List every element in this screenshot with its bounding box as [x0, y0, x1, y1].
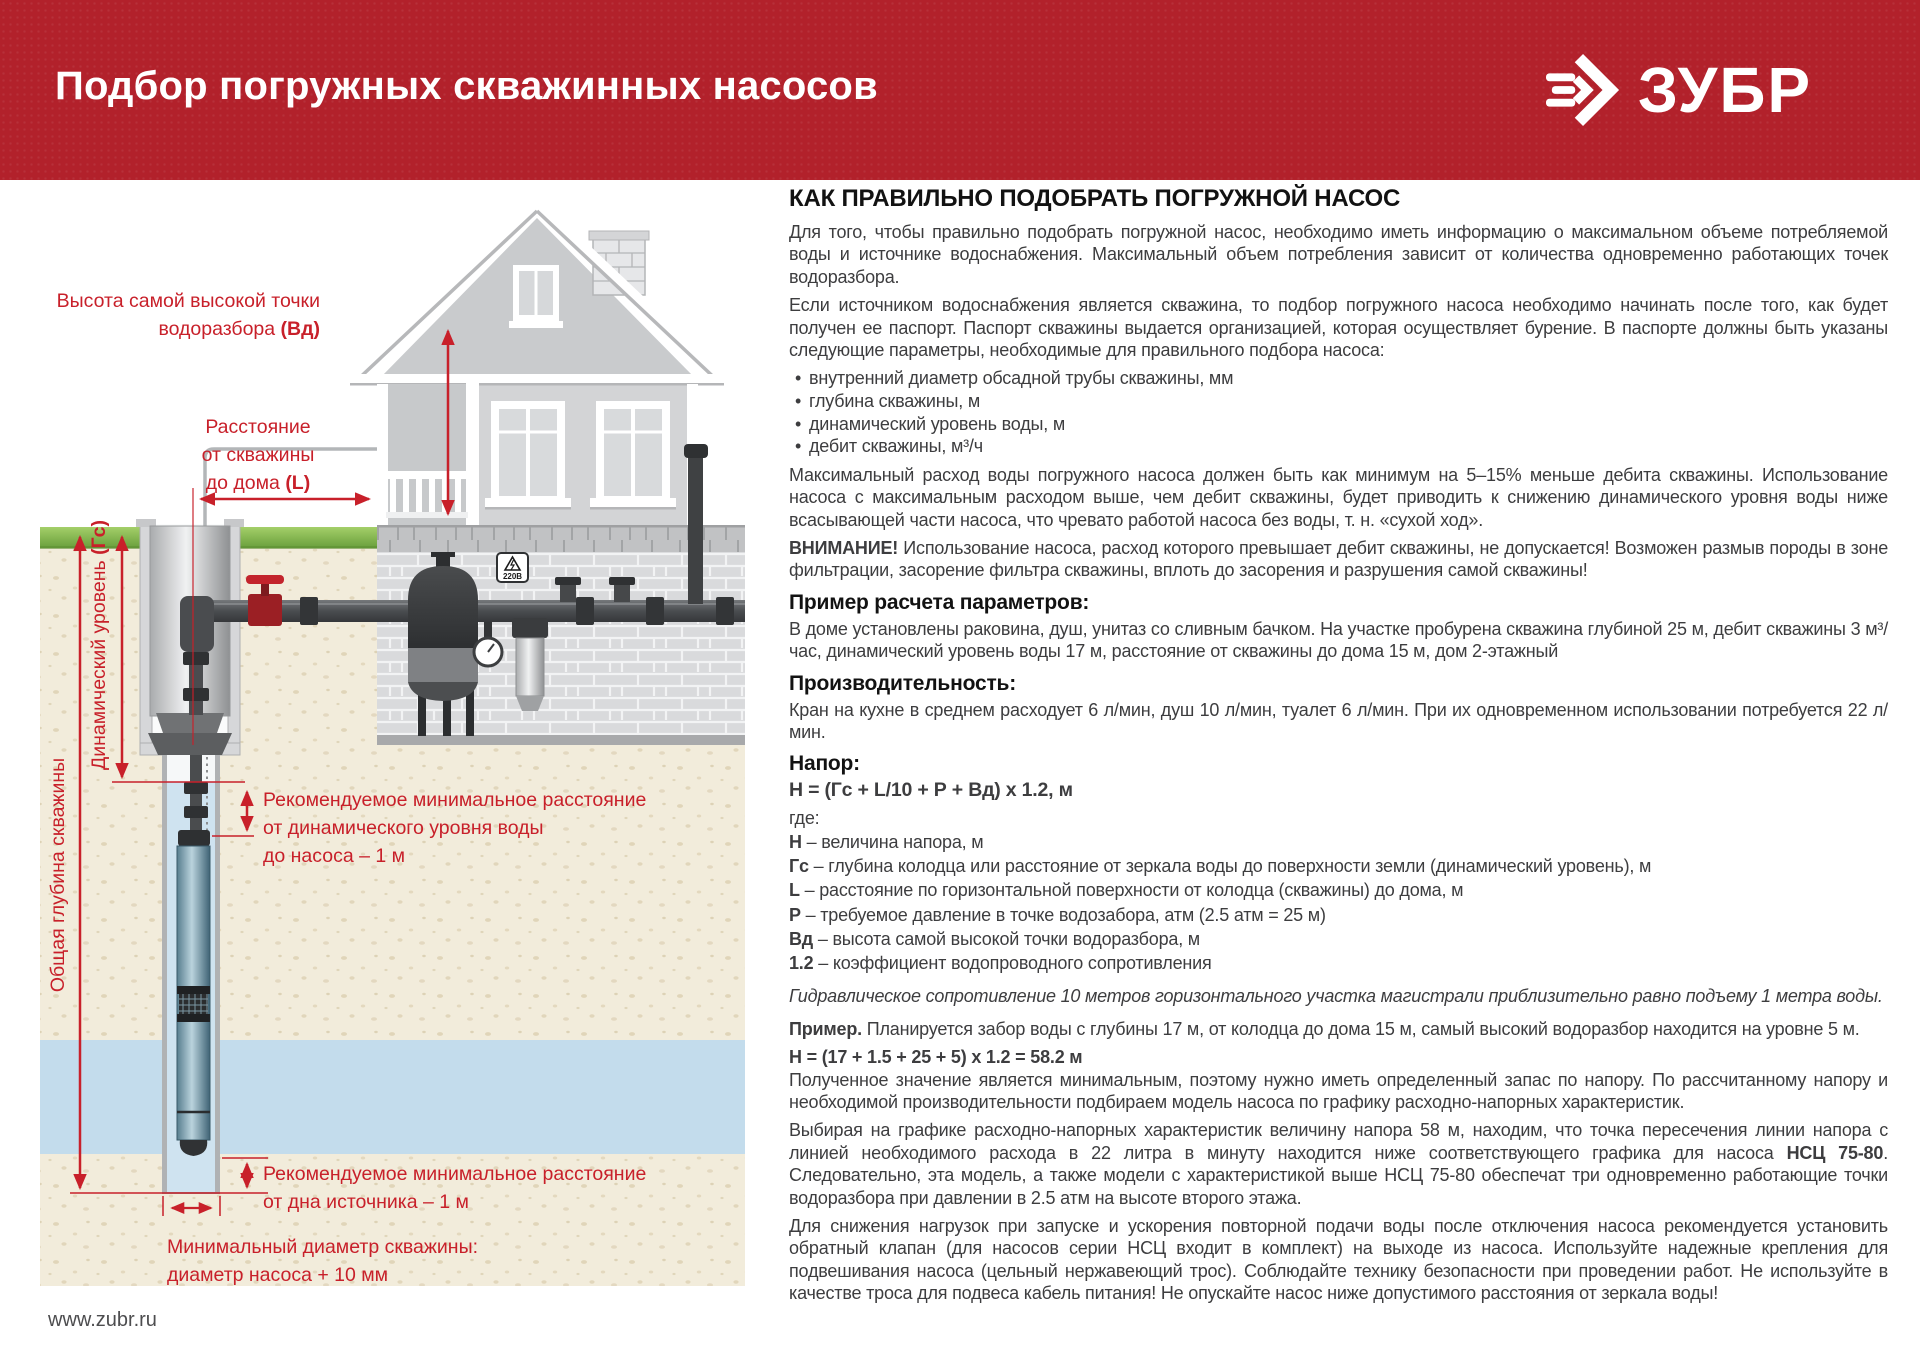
label-distance-l: Расстояние — [205, 416, 311, 438]
voltage-sign-label: 220В — [502, 572, 523, 581]
list-item: • внутренний диаметр обсадной трубы скважины, мм — [789, 367, 1888, 390]
paragraph: В доме установлены раковина, душ, унитаз со сливным бачком. На участке пробурена скважина глубиной 25 м, дебит скважины 3 м³/час, динамический уровень воды 17 м, расстояние от скважины до дома 15 м, дом 2-этажный — [789, 618, 1888, 662]
basement-floor — [377, 735, 745, 745]
zubr-logo-icon — [1546, 50, 1622, 130]
brand-name: ЗУБР — [1637, 54, 1812, 126]
brand-logo — [1546, 50, 1812, 130]
paragraph: Максимальный расход воды погружного насоса должен быть как минимум на 5–15% меньше дебита скважины. Использование насоса с максимальным расходом выше, чем дебит скважины, будет приводить к снижению динамического уровня воды ниже всасывающей части насоса, что чревато работой насоса без воды, т. н. «сухой ход». — [789, 464, 1888, 530]
paragraph: Если источником водоснабжения является скважина, то подбор погружного насоса необходимо начинать после того, как будет получен ее паспорт. Паспорт скважины выдается организацией, которая осуществляет бурение. В паспорте должны быть указаны следующие параметры, необходимые для правильного подбора насоса: — [789, 295, 1888, 361]
definition-row: L – расстояние по горизонтальной поверхности от колодца (скважины) до дома, м — [789, 880, 1464, 901]
label-min-distance-bottom: Рекомендуемое минимальное расстояние — [263, 1163, 647, 1185]
label-dynamic-level: Динамический уровень (Гс) — [88, 520, 110, 770]
porch-recess — [388, 384, 466, 525]
definition-row: Н – величина напора, м — [789, 832, 984, 853]
section-heading-example: Пример расчета параметров: — [789, 590, 1090, 614]
pump-model: НСЦ 75-80 — [1786, 1142, 1884, 1163]
paragraph: Кран на кухне в среднем расходует 6 л/мин, душ 10 л/мин, туалет 6 л/мин. При их одновременном использовании потребуется 22 л/мин. — [789, 699, 1888, 743]
warning-label: ВНИМАНИЕ! — [789, 538, 899, 559]
paragraph: Для снижения нагрузок при запуске и ускорения повторной подачи воды после отключения насоса рекомендуется установить обратный клапан (для насосов серии НСЦ входит в комплект) на выходе из насоса. Используйте надежные крепления для подвешивания насоса (цельный нержавеющий трос). Соблюдайте технику безопасности при проведении работ. Не используйте в качестве троса для подвеса кабель питания! Не опускайте насос ниже допустимого расстояния от зеркала воды! — [789, 1215, 1888, 1304]
svg-text:до дома (L): до дома (L) — [205, 472, 311, 494]
hydraulic-note: Гидравлическое сопротивление 10 метров горизонтального участка магистрали приблизительно равно подъему 1 метра воды. — [789, 986, 1883, 1007]
pipe-coupling — [576, 597, 594, 625]
example2-formula: Н = (17 + 1.5 + 25 + 5) х 1.2 = 58.2 м — [789, 1047, 1083, 1068]
svg-text:до насоса – 1 м: до насоса – 1 м — [263, 845, 406, 867]
label-total-depth: Общая глубина скважины — [47, 757, 69, 993]
definition-row: Гс – глубина колодца или расстояние от зеркала воды до поверхности земли (динамический уровень), м — [789, 856, 1652, 877]
well-diagram — [0, 0, 790, 1357]
pressure-tank — [408, 552, 478, 736]
aquifer-layer — [40, 1040, 745, 1154]
section-heading-capacity: Производительность: — [789, 671, 1017, 695]
pipe-coupling — [300, 597, 318, 625]
paragraph: Полученное значение является минимальным, поэтому нужно иметь определенный запас по напору. По рассчитанному напору и необходимой производительности подбираем модель насоса по графику расходно-напорных характеристик. — [789, 1069, 1888, 1112]
list-item: • динамический уровень воды, м — [789, 413, 1888, 436]
definition-row: Вд – высота самой высокой точки водоразбора, м — [789, 928, 1200, 949]
formula-definitions — [789, 806, 1888, 975]
water-filter — [512, 618, 548, 711]
voltage-warning-icon — [497, 553, 528, 582]
svg-text:от скважины: от скважины — [201, 444, 315, 466]
section-heading-head: Напор: — [789, 752, 860, 776]
definition-row: Р – требуемое давление в точке водозабора, атм (2.5 атм = 25 м) — [789, 904, 1326, 925]
definition-row: 1.2 – коэффициент водопроводного сопротивления — [789, 953, 1212, 974]
where-label: где: — [789, 807, 820, 828]
header-banner — [0, 0, 1920, 180]
list-item: • дебит скважины, м³/ч — [789, 435, 1888, 458]
svg-text:диаметр насоса + 10 мм: диаметр насоса + 10 мм — [167, 1264, 389, 1286]
window — [485, 401, 571, 510]
website-text: www.zubr.ru — [48, 1309, 157, 1331]
pump-choice-paragraph: Выбирая на графике расходно-напорных характеристик величину напора 58 м, находим, что точка пересечения линии напора с линией необходимого расхода в 22 литра в минуту находится ниже соответствующего графика для насоса НСЦ 75-80. Следовательно, эта модель, а также модели с характеристикой выше НСЦ 75-80 обеспечат три одновременно работающие точки водоразбора при давлении в 2.5 атм на высоте второго этажа. — [789, 1120, 1888, 1208]
label-min-distance-top: Рекомендуемое минимальное расстояние — [263, 789, 647, 811]
head-formula: Н = (Гс + L/10 + Р + Вд) х 1.2, м — [789, 779, 1073, 802]
svg-text:от динамического уровня воды: от динамического уровня воды — [263, 817, 544, 839]
example2-paragraph: Пример. Планируется забор воды с глубины 17 м, от колодца до дома 15 м, самый высокий водоразбор находится на уровне 5 м. — [789, 1018, 1860, 1039]
label-min-diameter: Минимальный диаметр скважины: — [167, 1236, 479, 1258]
parameter-list — [789, 367, 1888, 457]
article-heading: КАК ПРАВИЛЬНО ПОДОБРАТЬ ПОГРУЖНОЙ НАСОС — [789, 185, 1401, 212]
house — [350, 204, 745, 552]
paragraph: Для того, чтобы правильно подобрать погружной насос, необходимо иметь информацию о максимальном объеме потребляемой воды и источнике водоснабжения. Максимальный объем потребления зависит от количества одновременно работающих точек водоразбора. — [789, 222, 1888, 287]
label-vd: Высота самой высокой точки — [56, 290, 320, 312]
svg-text:водоразбора (Вд): водоразбора (Вд) — [158, 318, 320, 340]
pipe-coupling — [716, 597, 734, 625]
article-column — [789, 185, 1888, 1311]
page-title: Подбор погружных скважинных насосов — [55, 64, 878, 108]
window — [590, 401, 676, 510]
pipe-coupling — [646, 597, 664, 625]
attic-window — [509, 265, 563, 328]
list-item: • глубина скважины, м — [789, 390, 1888, 413]
warning-paragraph: ВНИМАНИЕ! Использование насоса, расход которого превышает дебит скважины, не допускается! Возможен размыв породы в зоне фильтрации, засорение фильтра скважины, вплоть до засорения и разрушения самой скважины! — [789, 538, 1888, 581]
shutoff-valve — [246, 575, 284, 626]
svg-text:от дна источника – 1 м: от дна источника – 1 м — [263, 1191, 469, 1213]
